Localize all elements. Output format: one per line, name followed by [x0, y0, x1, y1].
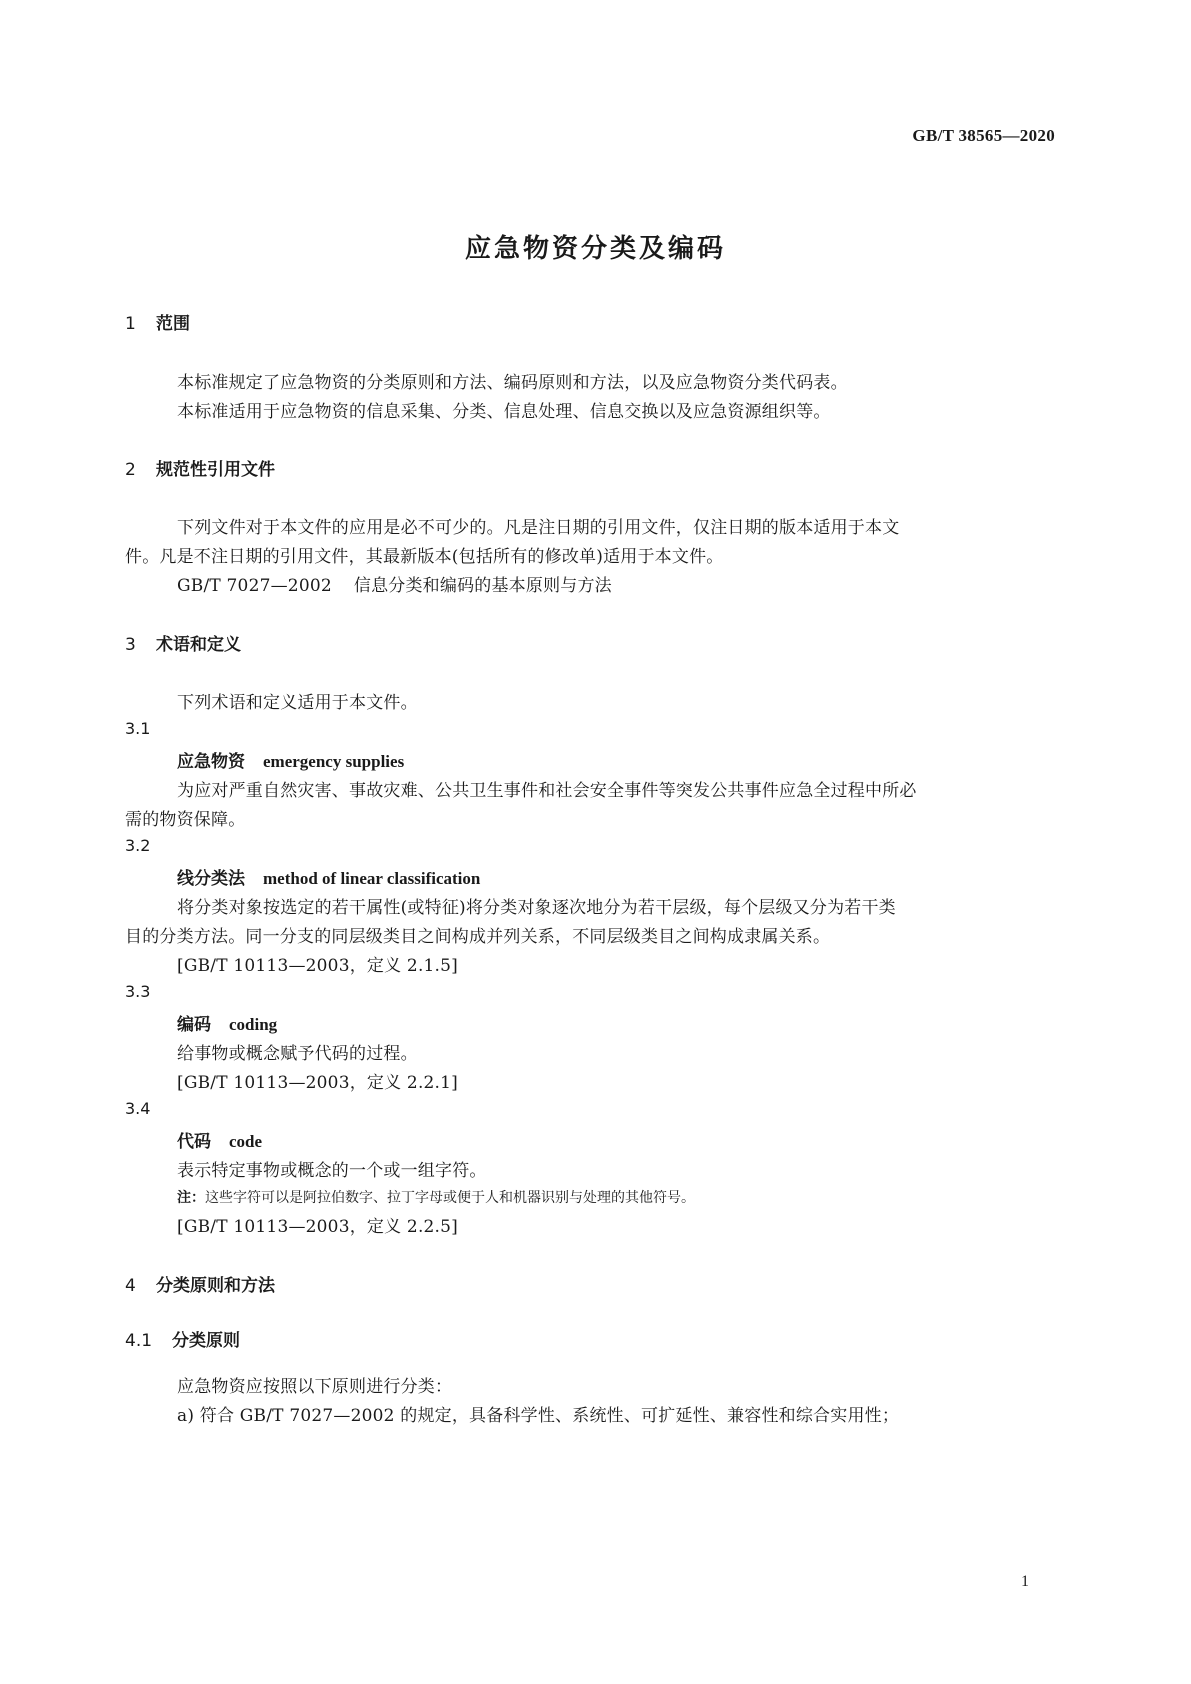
- term-zh: 线分类法: [177, 869, 245, 889]
- definition-line: 表示特定事物或概念的一个或一组字符。: [177, 1161, 487, 1181]
- note: [177, 1187, 695, 1207]
- section-4-heading: [125, 1271, 275, 1296]
- section-title: 术语和定义: [156, 635, 241, 655]
- document-title: 应急物资分类及编码: [464, 234, 726, 264]
- note-text: 这些字符可以是阿拉伯数字、拉丁字母或便于人和机器识别与处理的其他符号。: [205, 1190, 695, 1206]
- term-heading: [177, 1127, 262, 1152]
- subsection-number: 4.1: [125, 1331, 153, 1351]
- section-3-heading: [125, 630, 241, 655]
- page-number: 1: [1021, 1573, 1029, 1590]
- paragraph: 本标准适用于应急物资的信息采集、分类、信息处理、信息交换以及应急资源组织等。: [177, 402, 831, 422]
- list-item: a) 符合 GB/T 7027—2002 的规定，具备科学性、系统性、可扩延性、兼容性和综合实用性；: [177, 1406, 900, 1426]
- term-en: coding: [229, 1015, 278, 1034]
- reference-code: GB/T 7027—2002: [177, 576, 332, 596]
- normative-reference: [177, 571, 612, 596]
- term-en: code: [229, 1132, 263, 1151]
- section-2-heading: [125, 455, 275, 480]
- term-en: method of linear classification: [263, 869, 481, 888]
- term-heading: [177, 1010, 277, 1035]
- definition-line: 给事物或概念赋予代码的过程。: [177, 1044, 418, 1064]
- subsection-title: 分类原则: [172, 1331, 240, 1351]
- term-heading: [177, 747, 404, 772]
- paragraph: 下列术语和定义适用于本文件。: [177, 693, 418, 713]
- definition-source: [GB/T 10113—2003，定义 2.1.5]: [177, 956, 459, 976]
- term-zh: 代码: [177, 1132, 211, 1152]
- section-title: 规范性引用文件: [156, 460, 275, 480]
- term-number: 3.4: [125, 1099, 151, 1118]
- paragraph-line: 下列文件对于本文件的应用是必不可少的。凡是注日期的引用文件，仅注日期的版本适用于本文: [177, 518, 900, 538]
- definition-line: 为应对严重自然灾害、事故灾难、公共卫生事件和社会安全事件等突发公共事件应急全过程中所必: [177, 781, 917, 801]
- term-number: 3.3: [125, 982, 151, 1001]
- standard-number: GB/T 38565—2020: [912, 126, 1055, 145]
- definition-line: 将分类对象按选定的若干属性(或特征)将分类对象逐次地分为若干层级，每个层级又分为若干类: [177, 898, 896, 918]
- section-number: 2: [125, 460, 136, 480]
- section-1-heading: [125, 309, 190, 334]
- section-number: 3: [125, 635, 136, 655]
- term-number: 3.2: [125, 836, 151, 855]
- section-number: 4: [125, 1276, 136, 1296]
- term-zh: 应急物资: [177, 752, 245, 772]
- section-title: 范围: [156, 314, 190, 334]
- subsection-4-1-heading: [125, 1326, 240, 1351]
- definition-line: 需的物资保障。: [125, 810, 246, 830]
- paragraph-line: 件。凡是不注日期的引用文件，其最新版本(包括所有的修改单)适用于本文件。: [125, 547, 724, 567]
- term-heading: [177, 864, 480, 889]
- definition-source: [GB/T 10113—2003，定义 2.2.1]: [177, 1073, 459, 1093]
- term-en: emergency supplies: [263, 752, 405, 771]
- definition-line: 目的分类方法。同一分支的同层级类目之间构成并列关系，不同层级类目之间构成隶属关系。: [125, 927, 831, 947]
- note-label: 注：: [177, 1190, 205, 1206]
- section-number: 1: [125, 314, 136, 334]
- paragraph: 本标准规定了应急物资的分类原则和方法、编码原则和方法，以及应急物资分类代码表。: [177, 373, 848, 393]
- definition-source: [GB/T 10113—2003，定义 2.2.5]: [177, 1217, 459, 1237]
- term-zh: 编码: [177, 1015, 211, 1035]
- paragraph: 应急物资应按照以下原则进行分类：: [177, 1377, 453, 1397]
- section-title: 分类原则和方法: [156, 1276, 275, 1296]
- reference-title: 信息分类和编码的基本原则与方法: [353, 576, 612, 596]
- term-number: 3.1: [125, 719, 151, 738]
